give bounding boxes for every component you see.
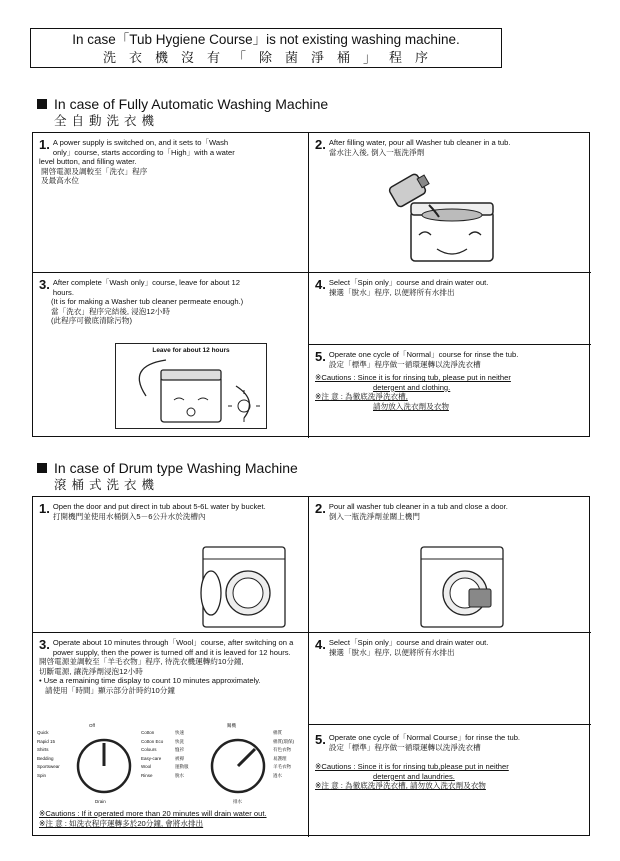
fa-step-5 — [309, 345, 591, 438]
step-text-cn: 當水注入後, 倒入一瓶洗淨劑 — [328, 147, 425, 157]
step-text-en: After complete「Wash only」course, leave for about 12 hours. — [52, 278, 240, 297]
step-number: 2. — [315, 501, 326, 516]
dial-label: Rinse — [141, 772, 153, 778]
header-english: In case「Tub Hygiene Course」is not existing washing machine. — [72, 32, 460, 47]
section-title-cn: 滾桶式洗衣機 — [54, 478, 160, 492]
step-text-en-2: (It is for making a Washer tub cleaner permeate enough.) — [51, 297, 244, 307]
fa-step-1 — [33, 133, 309, 273]
drum-washer-open-illustration — [193, 541, 293, 631]
step-text-en: Operate about 10 minutes through「Wool」course, after switching on a power supply, then the power is turned off and it is leaved for 12 hours. — [52, 638, 294, 657]
dial-label: Wool — [141, 764, 152, 770]
dial-label: 脫水 — [175, 772, 184, 778]
step-number: 4. — [315, 277, 326, 292]
caution-en-2: detergent and laundries. — [373, 771, 455, 781]
dial-label: Rapid 15 — [37, 738, 56, 744]
dial-label: 棉質 — [273, 730, 282, 735]
step-text-cn: 設定「標準」程序做一循環運轉以洗淨洗衣槽 — [328, 359, 481, 369]
drum-step-4 — [309, 633, 591, 725]
step-text-cn: 開啓電源及調較至「洗衣」程序 及最高水位 — [41, 166, 148, 186]
step-text-cn: 揀選「脫水」程序, 以便將所有水排出 — [328, 647, 455, 657]
caution-en: ※Cautions : Since it is for rinsing tub, please put in neither — [315, 373, 511, 383]
step-number: 2. — [315, 137, 326, 152]
step-number: 5. — [315, 732, 326, 747]
dial-drain-label: 排水 — [233, 799, 242, 804]
dial-labels-right — [273, 729, 307, 781]
dial-off-label: Off — [89, 723, 95, 728]
step-number: 1. — [39, 501, 50, 516]
dial-drain-label: Drain — [95, 799, 106, 804]
washer-sleeping-illustration — [116, 356, 266, 426]
bullet-square-icon — [37, 99, 47, 109]
fa-step-3 — [33, 273, 309, 438]
leave-label: Leave for about 12 hours — [152, 347, 230, 354]
step-text-cn: 打開機門並使用水桶倒入5－6公升水於洗槽內 — [52, 511, 206, 521]
step-text-cn: 倒入一瓶洗淨劑並關上機門 — [328, 511, 420, 521]
caution-en: ※Cautions : If it operated more than 20 minutes will drain water out. — [39, 809, 267, 818]
dial-labels-left — [175, 729, 203, 781]
dial-label: Spin — [37, 772, 47, 778]
dial-label: Shirts — [37, 747, 49, 753]
caution-cn: ※注 意 : 為徹底洗淨洗衣槽, — [315, 392, 408, 402]
dial-label: 快洗 — [175, 738, 184, 744]
dial-label: 被褥 — [175, 755, 184, 761]
program-dial-en — [37, 723, 171, 804]
dial-labels-left — [37, 729, 65, 781]
dial-label: 過水 — [273, 772, 282, 778]
step-text-cn: 揀選「脫水」程序, 以便將所有水排出 — [328, 287, 455, 297]
dial-off-label: 關機 — [227, 723, 236, 728]
drum-steps-grid — [32, 496, 590, 836]
dial-label: 恤衫 — [175, 747, 184, 753]
section-title-cn: 全自動洗衣機 — [54, 114, 160, 128]
bullet-square-icon — [37, 463, 47, 473]
section-title-en: In case of Drum type Washing Machine — [54, 460, 298, 476]
header-box — [30, 28, 502, 68]
caution-cn: ※注 意 : 為徹底洗淨洗衣槽, 請勿放入洗衣劑及衣物 — [315, 781, 486, 791]
drum-step-5 — [309, 725, 591, 837]
step-text-en: After filling water, pour all Washer tub cleaner in a tub. — [328, 138, 511, 147]
dial-label: 羊毛衣物 — [273, 764, 291, 770]
dial-label: 運動服 — [175, 764, 189, 770]
drum-step-3 — [33, 633, 309, 837]
step-text-cn: 開啓電源並調較至「羊毛衣物」程序, 待洗衣機運轉約10分鐘, — [39, 657, 244, 667]
step-text-cn-2: (此程序可徹底清除污物) — [51, 316, 132, 326]
dial-label: 棉質(環保) — [273, 738, 294, 744]
drum-washer-cleaner-illustration — [409, 541, 519, 631]
dial-label: Easy-care — [141, 755, 162, 761]
caution-en: ※Cautions : Since it is for rinsing tub,please put in neither — [315, 762, 509, 772]
fa-step-4 — [309, 273, 591, 345]
section-title-en: In case of Fully Automatic Washing Machine — [54, 96, 329, 112]
dial-label: Bedding — [37, 755, 54, 761]
step-text-cn: 設定「標準」程序做一循環運轉以洗淨洗衣槽 — [328, 742, 481, 752]
caution-cn: ※注 意 : 如洗衣程序運轉多於20分鐘, 會將水排出 — [39, 819, 204, 828]
caution-cn-2: 請勿放入洗衣劑及衣物 — [373, 401, 449, 411]
dial-label: Quick — [37, 730, 49, 735]
fa-step-2 — [309, 133, 591, 273]
dial-label: Sportswear — [37, 764, 60, 770]
header-chinese: 洗衣機沒有「除菌淨桶」程序 — [102, 50, 441, 65]
step-text-en: A power supply is switched on, and it sets to「Wash only」course, starts according to「High」with a water level button, and filling water. — [39, 138, 235, 167]
bullet-text-en: • Use a remaining time display to count 10 minutes approximately. — [39, 676, 261, 686]
program-knob-cn — [203, 731, 273, 801]
fully-auto-steps-grid — [32, 132, 590, 437]
step-text-cn-2: 切斷電源, 讓洗淨劑浸泡12小時 — [39, 666, 143, 676]
step-number: 3. — [39, 637, 50, 652]
dial-label: Cotton — [141, 730, 155, 735]
dial-label: Colours — [141, 747, 157, 753]
step-number: 3. — [39, 277, 50, 292]
step-text-en: Select「Spin only」course and drain water out. — [328, 638, 489, 647]
dial-label: 易護理 — [273, 755, 287, 761]
dial-label: 有色衣物 — [273, 747, 291, 753]
step-text-en: Operate one cycle of「Normal Course」for rinse the tub. — [328, 733, 521, 742]
section-title-fully-auto — [37, 96, 328, 129]
step-number: 5. — [315, 349, 326, 364]
bullet-text-cn: 請使用「時間」顯示部分計時約10分鐘 — [45, 685, 175, 695]
section-title-drum — [37, 460, 298, 493]
step-text-en: Pour all washer tub cleaner in a tub and close a door. — [328, 502, 508, 511]
step-number: 1. — [39, 137, 50, 152]
pour-cleaner-illustration — [389, 173, 509, 263]
step-text-en: Select「Spin only」course and drain water out. — [328, 278, 489, 287]
step-text-cn: 當「洗衣」程序完結後, 浸泡12小時 — [51, 306, 170, 316]
dial-label: Cotton Eco — [141, 738, 164, 744]
step-number: 4. — [315, 637, 326, 652]
step-text-en: Operate one cycle of「Normal」course for rinse the tub. — [328, 350, 519, 359]
step-text-en: Open the door and put direct in tub about 5-6L water by bucket. — [52, 502, 266, 511]
program-knob-en — [69, 731, 139, 801]
leave-illustration-frame — [115, 343, 267, 429]
drum-step-2 — [309, 497, 591, 633]
caution-en-2: detergent and clothing. — [373, 382, 451, 392]
program-dial-cn — [175, 723, 305, 804]
drum-step-1 — [33, 497, 309, 633]
dial-label: 快速 — [175, 730, 184, 735]
dial-labels-right — [141, 729, 173, 781]
